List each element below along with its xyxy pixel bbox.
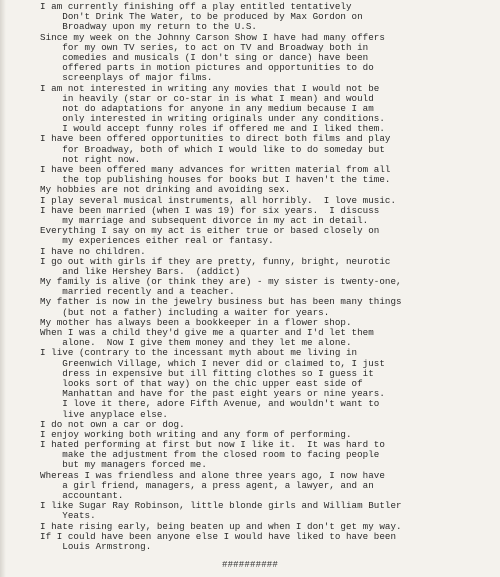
- text-line: the top publishing houses for books but I haven't the time.: [40, 174, 391, 186]
- text-line: my experiences either real or fantasy.: [40, 235, 274, 247]
- text-line: Don't Drink The Water, to be produced by Max Gordon on: [40, 11, 363, 23]
- text-line: only interested in writing originals under any conditions.: [40, 113, 385, 125]
- text-line: looks sort of that way) on the chic upper east side of: [40, 377, 363, 389]
- text-line: screenplays of major films.: [40, 72, 213, 84]
- text-line: I enjoy working both writing and any form of performing.: [40, 428, 352, 440]
- text-line: for my own TV series, to act on TV and Broadway both in: [40, 41, 369, 53]
- text-line: I play several musical instruments, all horribly. I love music.: [40, 194, 397, 206]
- text-line: Manhattan and have for the past eight years or nine years.: [40, 388, 385, 400]
- text-line: dress in expensive but ill fitting clothes so I guess it: [40, 367, 374, 379]
- text-line: comedies and musicals (I don't sing or dance) have been: [40, 51, 369, 63]
- text-line: alone. Now I give them money and they let me alone.: [40, 337, 352, 349]
- text-line: My hobbies are not drinking and avoiding sex.: [40, 184, 291, 196]
- text-line: I love it there, adore Fifth Avenue, and wouldn't want to: [40, 398, 380, 410]
- text-line: I have no children.: [40, 245, 146, 257]
- text-line: live anyplace else.: [40, 408, 168, 420]
- text-line: offered parts in motion pictures and opportunities to do: [40, 62, 374, 74]
- text-line: Everything I say on my act is either true or based closely on: [40, 225, 380, 237]
- text-line: If I could have been anyone else I would have liked to have been: [40, 530, 397, 542]
- text-line: I hate rising early, being beaten up and when I don't get my way.: [40, 520, 402, 532]
- text-line: I hated performing at first but now I like it. It was hard to: [40, 439, 385, 451]
- page-shadow-edge: [0, 0, 6, 577]
- text-line: my marriage and subsequent divorce in my act in detail.: [40, 214, 369, 226]
- text-line: I am not interested in writing any movies that I would not be: [40, 82, 380, 94]
- text-line: and like Hershey Bars. (addict): [40, 265, 241, 277]
- text-line: My mother has always been a bookkeeper in a flower shop.: [40, 316, 352, 328]
- text-line: not right now.: [40, 153, 141, 165]
- text-line: I would accept funny roles if offered me and I liked them.: [40, 123, 385, 135]
- text-line: I am currently finishing off a play entitled tentatively: [40, 1, 352, 12]
- text-line: I go out with girls if they are pretty, funny, bright, neurotic: [40, 255, 391, 267]
- text-line: Greenwich Village, which I never did or claimed to, I just: [40, 357, 385, 369]
- text-line: Since my week on the Johnny Carson Show I have had many offers: [40, 31, 385, 43]
- text-line: (but not a father) including a waiter for years.: [40, 306, 330, 318]
- text-line: for Broadway, both of which I would like to do someday but: [40, 143, 385, 155]
- text-line: I like Sugar Ray Robinson, little blonde girls and William Butler: [40, 500, 402, 512]
- typewritten-text-block: [40, 2, 500, 552]
- page-footer-mark: ##########: [221, 560, 278, 570]
- text-line: make the adjustment from the closed room to facing people: [40, 449, 380, 461]
- text-line: a girl friend, managers, a press agent, a lawyer, and an: [40, 479, 374, 491]
- text-line: married recently and a teacher.: [40, 286, 235, 298]
- text-line: I have been offered opportunities to direct both films and play: [40, 133, 391, 145]
- text-line: I have been offered many advances for written material from all: [40, 164, 391, 175]
- text-line: not do adaptations for anyone in any medium because I am: [40, 102, 374, 114]
- text-line: Broadway upon my return to the U.S.: [40, 21, 257, 33]
- text-line: accountant.: [40, 490, 124, 501]
- text-line: When I was a child they'd give me a quarter and I'd let them: [40, 327, 374, 338]
- text-line: but my managers forced me.: [40, 459, 207, 471]
- text-line: Louis Armstrong.: [40, 540, 152, 552]
- text-line: I live (contrary to the incessant myth about me living in: [40, 347, 358, 359]
- text-line: My family is alive (or think they are) - my sister is twenty-one,: [40, 276, 402, 288]
- text-line: My father is now in the jewelry business but has been many things: [40, 296, 402, 308]
- text-line: I have been married (when I was 19) for six years. I discuss: [40, 204, 380, 216]
- text-line: I do not own a car or dog.: [40, 418, 185, 430]
- text-line: Yeats.: [40, 510, 96, 522]
- text-line: Whereas I was friendless and alone three years ago, I now have: [40, 469, 385, 481]
- text-line: in heavily (star or co-star in is what I mean) and would: [40, 92, 374, 104]
